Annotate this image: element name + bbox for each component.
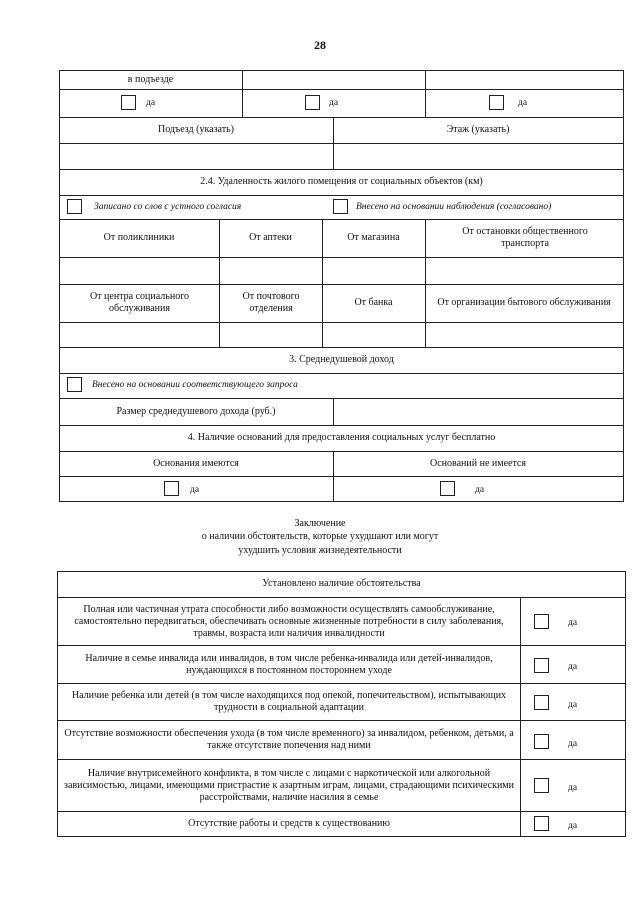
grounds-section-title: 4. Наличие оснований для предоставления социальных услуг бесплатно — [187, 432, 496, 443]
yes-label: да — [518, 98, 528, 108]
circumstance-row-6: Отсутствие работы и средств к существованию — [188, 818, 390, 829]
yes-label: да — [568, 821, 578, 831]
col-household-services: От организации бытового обслуживания — [437, 297, 611, 308]
option-observed-label: Внесено на основании наблюдения (согласовано) — [356, 202, 552, 212]
income-size-input[interactable] — [334, 399, 622, 424]
floor-input[interactable] — [334, 144, 622, 168]
grounds-exist-label: Основания имеются — [153, 457, 239, 469]
yes-label: да — [190, 485, 200, 495]
grounds-absent-label: Оснований не имеется — [430, 457, 526, 469]
in-entrance-label: в подъезде — [127, 73, 174, 85]
checkbox-entrance-3[interactable] — [489, 95, 504, 110]
col-social-center: От центра социального обслуживания — [89, 291, 190, 314]
circumstance-row-1: Полная или частичная утрата способности либо возможности осуществлять самообслуживание, самостоятельно передвигаться, обеспечивать основные жизненные потребности в силу заболевания, травмы, возраста или наличия инвалидности — [74, 603, 504, 639]
option-request-label: Внесено на основании соответствующего запроса — [92, 380, 298, 390]
checkbox-entrance-2[interactable] — [305, 95, 320, 110]
conclusion-subtitle-1: о наличии обстоятельств, которые ухудшают или могут — [201, 531, 439, 542]
circumstances-header: Установлено наличие обстоятельства — [262, 578, 421, 589]
col-pharmacy: От аптеки — [249, 232, 292, 243]
yes-label: да — [146, 98, 156, 108]
circumstance-row-3: Наличие ребенка или детей (в том числе находящихся под опекой, попечительством), испытывающих трудности в социальной адаптации — [71, 690, 507, 713]
conclusion-title: Заключение — [294, 518, 346, 529]
yes-label: да — [568, 700, 578, 710]
checkbox-circumstance-3[interactable] — [534, 695, 549, 710]
conclusion-subtitle-2: ухудшить условия жизнедеятельности — [238, 545, 402, 556]
yes-label: да — [329, 98, 339, 108]
checkbox-circumstance-4[interactable] — [534, 734, 549, 749]
circumstance-row-4: Отсутствие возможности обеспечения ухода (в том числе временного) за инвалидом, ребенком, детьми, а также отсутствие попечения над ними — [64, 728, 514, 751]
checkbox-grounds-exist[interactable] — [164, 481, 179, 496]
yes-label: да — [568, 783, 578, 793]
yes-label: да — [568, 618, 578, 628]
checkbox-request[interactable] — [67, 377, 82, 392]
circumstance-row-2: Наличие в семье инвалида или инвалидов, в том числе ребенка-инвалида или детей-инвалидов, нуждающихся в постоянном постороннем уходе — [85, 652, 493, 676]
col-polyclinic: От поликлиники — [103, 232, 175, 243]
checkbox-observed[interactable] — [333, 199, 348, 214]
yes-label: да — [568, 739, 578, 749]
page-number: 28 — [314, 38, 326, 52]
checkbox-circumstance-2[interactable] — [534, 658, 549, 673]
entrance-input[interactable] — [60, 144, 332, 168]
floor-label: Этаж (указать) — [446, 124, 510, 135]
col-transport-stop: От остановки общественного транспорта — [462, 226, 588, 249]
checkbox-entrance-1[interactable] — [121, 95, 136, 110]
col-post-office: От почтового отделения — [242, 291, 300, 314]
yes-label: да — [568, 662, 578, 672]
checkbox-circumstance-1[interactable] — [534, 614, 549, 629]
distance-section-title: 2.4. Удаленность жилого помещения от социальных объектов (км) — [200, 176, 483, 187]
income-section-title: 3. Среднедушевой доход — [289, 354, 394, 365]
circumstance-row-5: Наличие внутрисемейного конфликта, в том числе с лицами с наркотической или алкогольной зависимостью, лицами, имеющими пристрастие к азартным играм, лицами, страдающими психическими расстройствами, наличие насилия в семье — [64, 767, 514, 803]
checkbox-oral[interactable] — [67, 199, 82, 214]
entrance-label: Подъезд (указать) — [158, 124, 234, 135]
income-size-label: Размер среднедушевого дохода (руб.) — [116, 405, 276, 417]
yes-label: да — [475, 485, 485, 495]
col-shop: От магазина — [347, 232, 400, 243]
checkbox-grounds-absent[interactable] — [440, 481, 455, 496]
option-oral-label: Записано со слов с устного согласия — [94, 202, 242, 212]
col-bank: От банка — [354, 297, 393, 308]
checkbox-circumstance-5[interactable] — [534, 778, 549, 793]
checkbox-circumstance-6[interactable] — [534, 816, 549, 831]
